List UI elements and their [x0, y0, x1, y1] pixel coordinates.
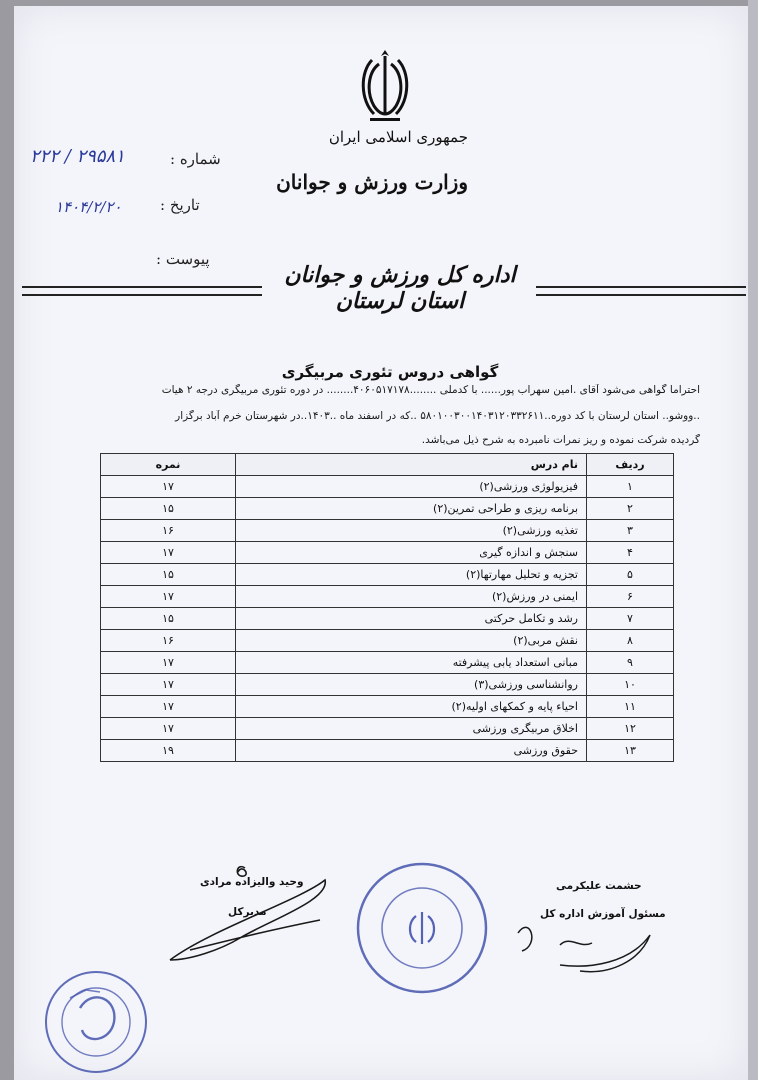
grade: ۱۷ — [101, 586, 236, 608]
course-name: فیزیولوژی ورزشی(۲) — [236, 476, 587, 498]
grade: ۱۹ — [101, 740, 236, 762]
table-row — [101, 498, 674, 520]
grade: ۱۵ — [101, 498, 236, 520]
certificate-line-3: گردیده شرکت نموده و ریز نمرات نامبرده به شرح ذیل می‌باشد. — [421, 434, 700, 446]
course-name: برنامه ریزی و طراحی تمرین(۲) — [236, 498, 587, 520]
header-course-name: نام درس — [236, 454, 587, 476]
grade: ۱۷ — [101, 652, 236, 674]
course-name: حقوق ورزشی — [236, 740, 587, 762]
page-edge — [748, 0, 758, 1080]
row-number: ۱۳ — [587, 740, 674, 762]
row-number: ۵ — [587, 564, 674, 586]
grade: ۱۵ — [101, 564, 236, 586]
education-officer-title: مسئول آموزش اداره کل — [540, 908, 666, 920]
table-row — [101, 586, 674, 608]
director-name: وحید والیزاده مرادی — [200, 876, 304, 888]
header-row-number: ردیف — [587, 454, 674, 476]
course-name: رشد و تکامل حرکتی — [236, 608, 587, 630]
certificate-title: گواهی دروس تئوری مربیگری — [281, 363, 499, 381]
number-label: شماره : — [170, 150, 221, 168]
grade: ۱۷ — [101, 674, 236, 696]
table-row — [101, 696, 674, 718]
education-signature-icon — [500, 905, 670, 985]
row-number: ۷ — [587, 608, 674, 630]
course-name: تغذیه ورزشی(۲) — [236, 520, 587, 542]
certificate-line-2: ..ووشو.. استان لرستان با کد دوره..۵۸۰۱۰۰۳۰۰۱۴۰۳۱۲۰۳۳۲۶۱۱ ..که در اسفند ماه ..۱۴۰۳..در شهرستان خرم آباد برگزار — [175, 410, 700, 422]
director-title: مدیرکل — [228, 906, 267, 918]
table-row — [101, 630, 674, 652]
row-number: ۱۲ — [587, 718, 674, 740]
ministry-name: وزارت ورزش و جوانان — [276, 170, 468, 194]
row-number: ۹ — [587, 652, 674, 674]
row-number: ۱۱ — [587, 696, 674, 718]
grade: ۱۷ — [101, 696, 236, 718]
row-number: ۶ — [587, 586, 674, 608]
course-name: سنجش و اندازه گیری — [236, 542, 587, 564]
course-name: نقش مربی(۲) — [236, 630, 587, 652]
row-number: ۱۰ — [587, 674, 674, 696]
grade: ۱۷ — [101, 718, 236, 740]
row-number: ۴ — [587, 542, 674, 564]
course-name: مبانی استعداد یابی پیشرفته — [236, 652, 587, 674]
director-signature-icon — [150, 860, 340, 970]
attachment-label: پیوست : — [156, 250, 210, 268]
federation-stamp — [40, 968, 152, 1076]
grades-table — [100, 453, 674, 762]
table-row — [101, 542, 674, 564]
course-name: تجزیه و تحلیل مهارتها(۲) — [236, 564, 587, 586]
left-rule — [22, 286, 262, 296]
iran-emblem-icon — [360, 48, 410, 128]
certificate-line-1: احتراما گواهی می‌شود آقای .امین سهراب پور...... با کدملی ........۴۰۶۰۵۱۷۱۷۸........ در دوره تئوری مربیگری درجه ۲ هیات — [161, 384, 700, 396]
table-row — [101, 476, 674, 498]
row-number: ۲ — [587, 498, 674, 520]
course-name: احیاء پایه و کمکهای اولیه(۲) — [236, 696, 587, 718]
table-row — [101, 718, 674, 740]
grade: ۱۵ — [101, 608, 236, 630]
table-row — [101, 674, 674, 696]
table-row — [101, 652, 674, 674]
table-row — [101, 740, 674, 762]
grade: ۱۷ — [101, 542, 236, 564]
table-row — [101, 608, 674, 630]
row-number: ۱ — [587, 476, 674, 498]
office-title: اداره کل ورزش و جوانان استان لرستان — [284, 262, 516, 314]
course-name: اخلاق مربیگری ورزشی — [236, 718, 587, 740]
course-name: ایمنی در ورزش(۲) — [236, 586, 587, 608]
grade: ۱۷ — [101, 476, 236, 498]
republic-name: جمهوری اسلامی ایران — [328, 128, 468, 146]
education-officer-name: حشمت علیکرمی — [556, 880, 642, 892]
table-header-row — [101, 454, 674, 476]
grade: ۱۶ — [101, 520, 236, 542]
official-stamp — [352, 858, 492, 998]
right-rule — [536, 286, 746, 296]
date-label: تاریخ : — [160, 196, 200, 214]
grade: ۱۶ — [101, 630, 236, 652]
row-number: ۸ — [587, 630, 674, 652]
table-row — [101, 520, 674, 542]
header-grade: نمره — [101, 454, 236, 476]
table-row — [101, 564, 674, 586]
row-number: ۳ — [587, 520, 674, 542]
date-value: ۱۴۰۴/۲/۲۰ — [55, 198, 122, 216]
course-name: روانشناسی ورزشی(۳) — [236, 674, 587, 696]
number-value: ۲۲۲ / ۲۹۵۸۱ — [30, 146, 125, 167]
